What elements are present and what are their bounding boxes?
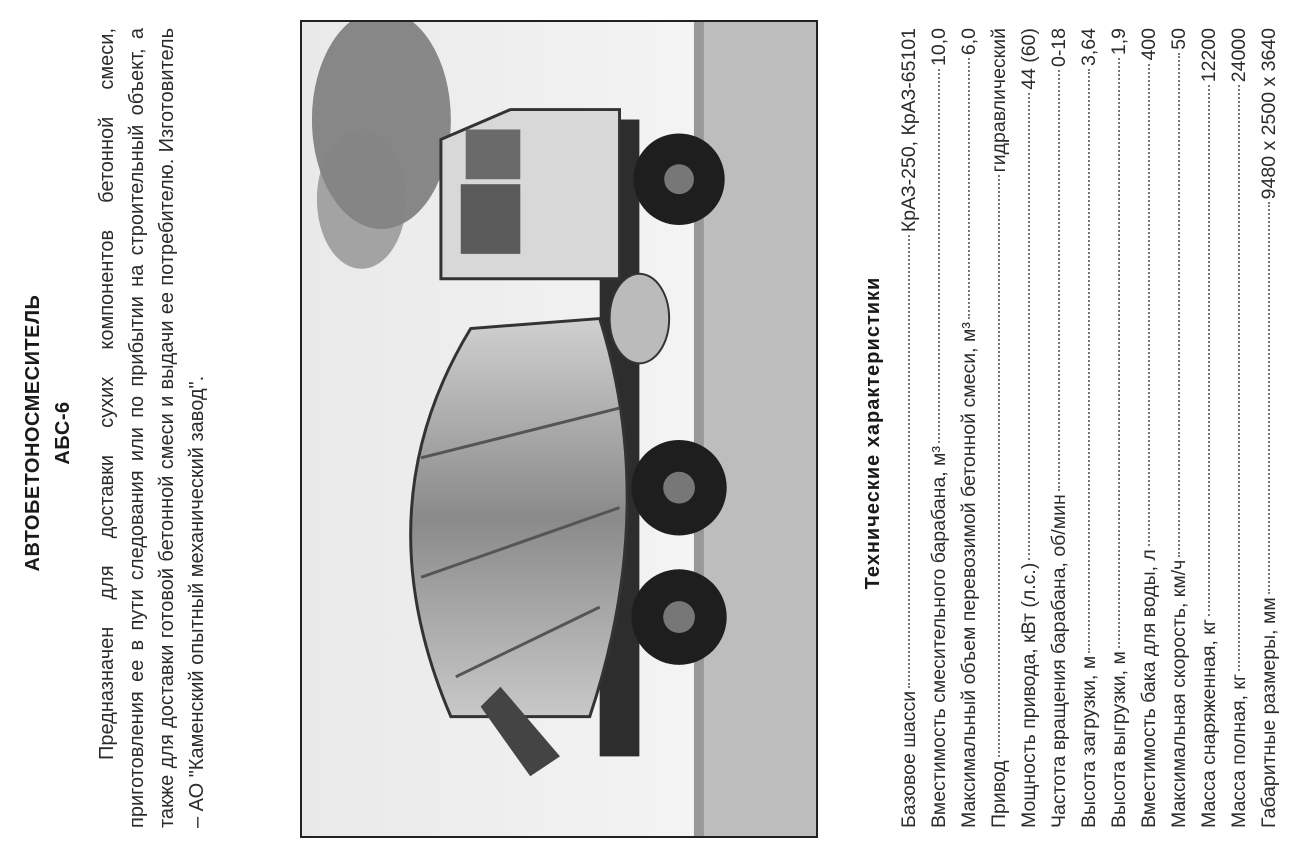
spec-value: КрАЗ-250, КрАЗ-65101 [898, 28, 920, 233]
leader-dots [1088, 69, 1090, 653]
spec-row [898, 28, 928, 828]
spec-row [1138, 28, 1168, 828]
spec-row [1048, 28, 1078, 828]
spec-label: Мощность привода, кВт (л.с.) [1018, 562, 1040, 828]
spec-value: гидравлический [988, 28, 1010, 173]
spec-label: Вместимость бака для воды, л [1138, 549, 1160, 828]
spec-row [1018, 28, 1048, 828]
title-block [18, 0, 78, 866]
spec-row [1198, 28, 1228, 828]
spec-label: Базовое шасси [898, 690, 920, 828]
spec-value: 400 [1138, 28, 1160, 61]
spec-label: Максимальная скорость, км/ч [1168, 559, 1190, 828]
leader-dots [1058, 70, 1060, 491]
leader-dots [1178, 53, 1180, 557]
spec-label: Высота загрузки, м [1078, 655, 1100, 828]
leader-dots [1118, 58, 1120, 648]
specs-title: Технические характеристики [862, 276, 884, 590]
spec-value: 12200 [1198, 28, 1220, 83]
leader-dots [908, 235, 910, 688]
spec-label: Частота вращения барабана, об/мин [1048, 494, 1070, 828]
spec-row [1108, 28, 1138, 828]
spec-label: Габаритные размеры, мм [1258, 597, 1280, 828]
spec-label: Масса полная, кг [1228, 673, 1250, 828]
document-title: АВТОБЕТОНОСМЕСИТЕЛЬ [22, 294, 44, 572]
spec-row [988, 28, 1018, 828]
spec-label: Максимальный объем перевозимой бетонной смеси, м³ [958, 322, 980, 828]
model-name: АБС-6 [52, 401, 74, 465]
spec-value: 3,64 [1078, 28, 1100, 66]
spec-value: 9480 х 2500 х 3640 [1258, 28, 1280, 200]
truck-illustration [302, 22, 816, 836]
spec-value: 10,0 [928, 28, 950, 66]
spec-row [1258, 28, 1288, 828]
spec-label: Масса снаряженная, кг [1198, 619, 1220, 828]
leader-dots [998, 175, 1000, 757]
spec-row [1228, 28, 1258, 828]
spec-value: 0-18 [1048, 28, 1070, 68]
leader-dots [1208, 85, 1210, 616]
specs-table [898, 28, 1288, 828]
spec-label: Высота выгрузки, м [1108, 651, 1130, 828]
leader-dots [1148, 64, 1150, 547]
leader-dots [968, 58, 970, 319]
spec-row [1078, 28, 1108, 828]
description-text: Предназначен для доставки сухих компонентов бетонной смеси, приготовления ее в пути следования или по прибытии на строительный объект, а также для доставки готовой бетонной смеси и выдачи ее потребителю. Изготовитель – АО "Каменский опытный механический завод". [96, 28, 208, 828]
leader-dots [1238, 85, 1240, 671]
leader-dots [1268, 202, 1270, 594]
spec-value: 24000 [1228, 28, 1250, 83]
leader-dots [938, 69, 940, 443]
spec-value: 44 (60) [1018, 28, 1040, 90]
spec-value: 6,0 [958, 28, 980, 56]
leader-dots [1028, 93, 1030, 560]
truck-photo [300, 20, 818, 838]
spec-row [1168, 28, 1198, 828]
spec-label: Вместимость смесительного барабана, м³ [928, 446, 950, 828]
spec-row [928, 28, 958, 828]
description [92, 28, 212, 828]
spec-value: 1,9 [1108, 28, 1130, 56]
spec-row [958, 28, 988, 828]
spec-value: 50 [1168, 28, 1190, 50]
spec-label: Привод [988, 760, 1010, 828]
